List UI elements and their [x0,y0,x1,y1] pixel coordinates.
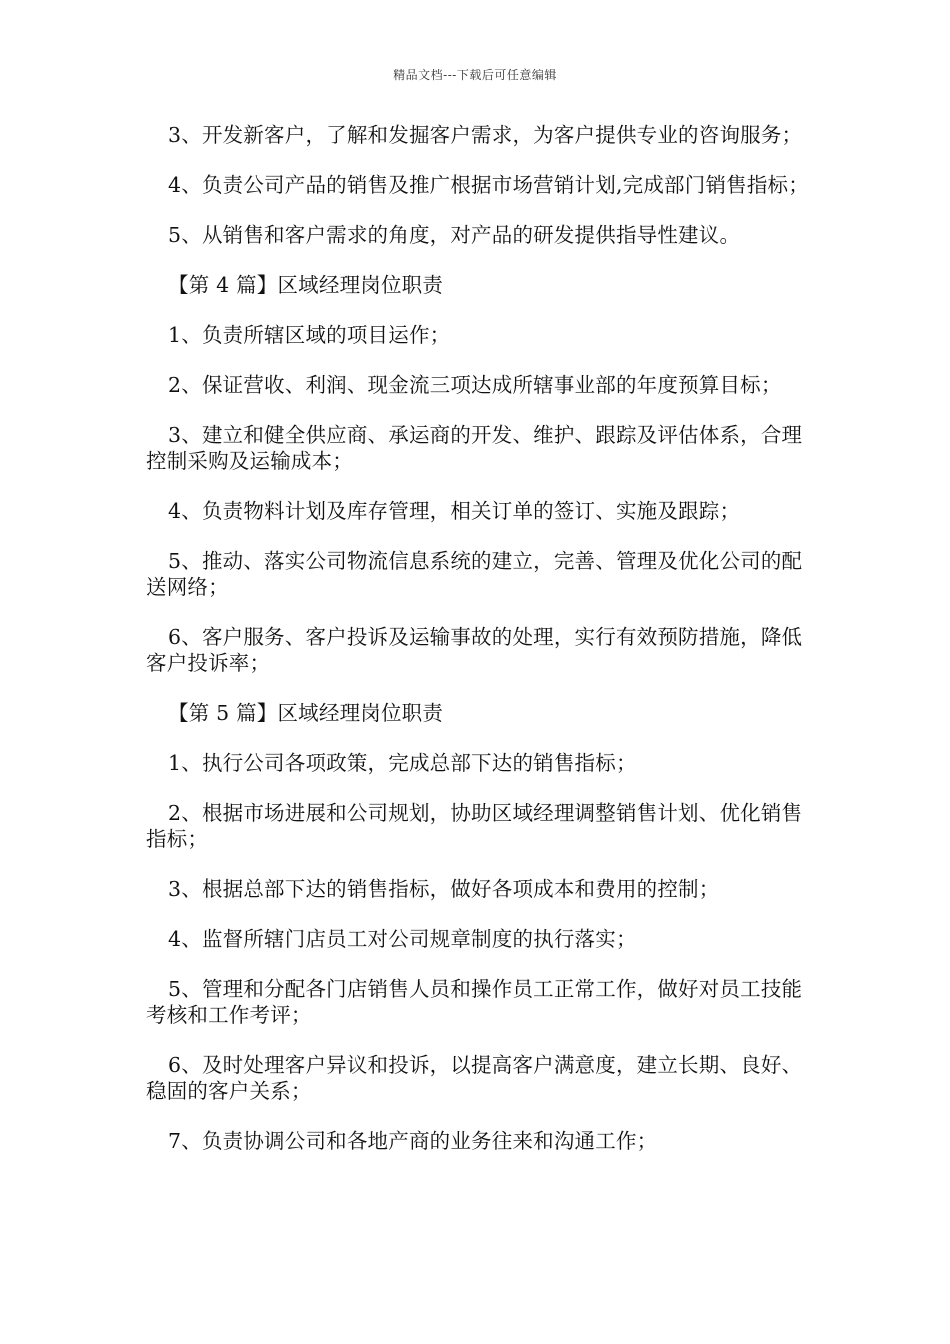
section-heading: 【第 4 篇】区域经理岗位职责 [168,273,444,297]
paragraph: 4、监督所辖门店员工对公司规章制度的执行落实； [168,927,637,951]
paragraph: 5、从销售和客户需求的角度，对产品的研发提供指导性建议。 [168,223,741,247]
section-heading: 【第 5 篇】区域经理岗位职责 [168,701,444,725]
paragraph: 6、及时处理客户异议和投诉，以提高客户满意度，建立长期、良好、稳固的客户关系； [146,1053,803,1103]
page-header: 精品文档---下载后可任意编辑 [393,68,557,82]
paragraph: 1、执行公司各项政策，完成总部下达的销售指标； [168,751,637,775]
paragraph: 2、根据市场进展和公司规划，协助区域经理调整销售计划、优化销售指标； [146,801,803,851]
paragraph: 3、根据总部下达的销售指标，做好各项成本和费用的控制； [168,877,720,901]
paragraph: 1、负责所辖区域的项目运作； [168,323,451,347]
paragraph: 3、开发新客户，了解和发掘客户需求，为客户提供专业的咨询服务； [168,123,803,147]
paragraph: 7、负责协调公司和各地产商的业务往来和沟通工作； [168,1129,658,1153]
paragraph: 4、负责物料计划及库存管理，相关订单的签订、实施及跟踪； [168,499,741,523]
paragraph: 3、建立和健全供应商、承运商的开发、维护、跟踪及评估体系，合理控制采购及运输成本； [146,423,803,473]
paragraph: 4、负责公司产品的销售及推广根据市场营销计划,完成部门销售指标； [168,173,809,197]
paragraph: 6、客户服务、客户投诉及运输事故的处理，实行有效预防措施，降低客户投诉率； [146,625,803,675]
paragraph: 5、推动、落实公司物流信息系统的建立，完善、管理及优化公司的配送网络； [146,549,803,599]
document-body [146,122,818,1178]
paragraph: 5、管理和分配各门店销售人员和操作员工正常工作，做好对员工技能考核和工作考评； [146,977,803,1027]
paragraph: 2、保证营收、利润、现金流三项达成所辖事业部的年度预算目标； [168,373,782,397]
